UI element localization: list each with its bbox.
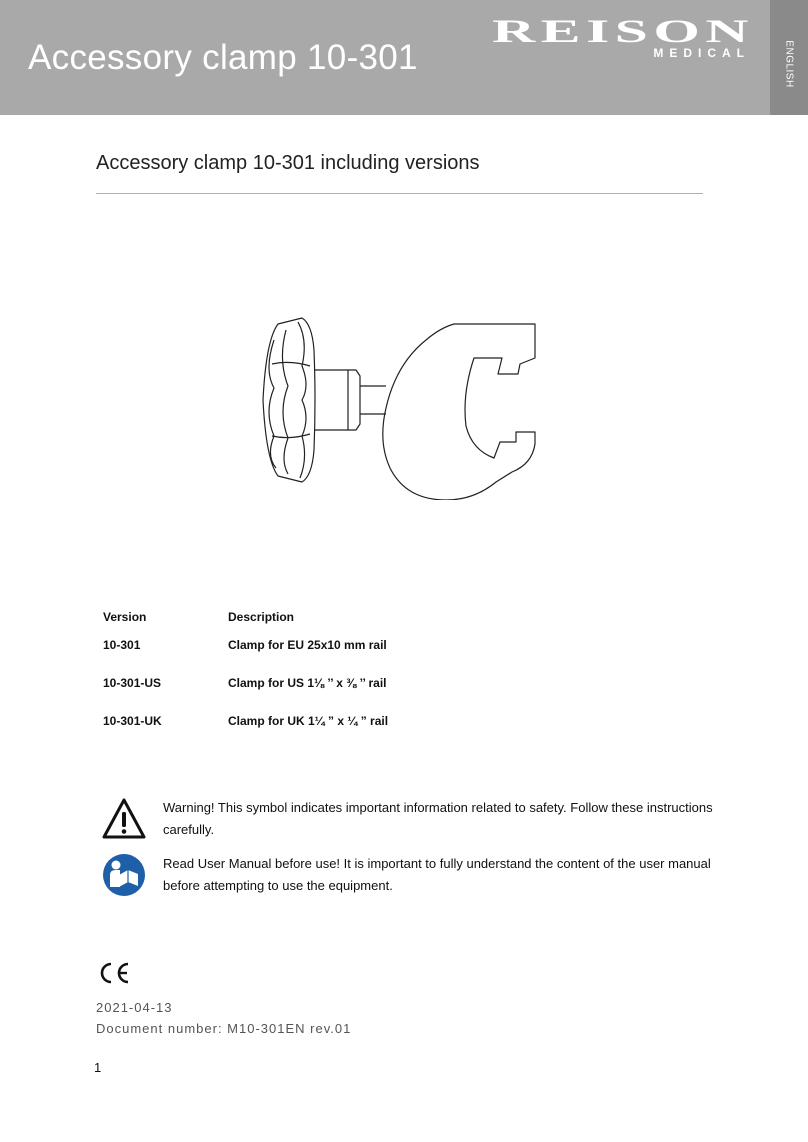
table-row: [103, 670, 388, 708]
document-date: 2021-04-13: [96, 1000, 173, 1015]
page-number: 1: [94, 1060, 102, 1075]
table-row: [103, 708, 388, 746]
svg-text:MEDICAL: MEDICAL: [653, 46, 750, 60]
svg-text:REISON: REISON: [492, 14, 754, 50]
section-title: Accessory clamp 10-301 including versions: [96, 152, 480, 174]
table-header-row: [103, 606, 388, 632]
language-tab: [770, 0, 808, 115]
document-number: Document number: M10-301EN rev.01: [96, 1021, 352, 1036]
description-cell: Clamp for EU 25x10 mm rail: [228, 638, 387, 652]
version-cell: 10-301: [103, 638, 141, 652]
versions-table: [103, 606, 388, 746]
version-cell: 10-301-US: [103, 676, 162, 690]
version-cell: 10-301-UK: [103, 714, 162, 728]
description-cell: Clamp for UK 1¼ ” x ¼ ” rail: [228, 714, 389, 728]
description-cell: Clamp for US 1⅛ ’’ x ⅜ ’’ rail: [228, 676, 387, 690]
warning-text: Warning! This symbol indicates important information related to safety. Follow these instructions carefully.: [163, 800, 713, 837]
warning-triangle-icon: [102, 797, 146, 841]
manual-text: Read User Manual before use! It is important to fully understand the content of the user manual before attempting to use the equipment.: [163, 856, 711, 893]
section-divider: [96, 193, 703, 194]
column-header-description: Description: [228, 610, 295, 624]
clamp-illustration: [250, 300, 550, 500]
page-title: Accessory clamp 10-301: [28, 38, 418, 77]
table-row: [103, 632, 388, 670]
header-band: [0, 0, 770, 115]
column-header-version: Version: [103, 610, 147, 624]
read-manual-icon: [102, 853, 146, 897]
reison-medical-logo: [488, 14, 758, 60]
language-tab-label: ENGLISH: [783, 40, 795, 88]
ce-mark-icon: [97, 961, 131, 985]
